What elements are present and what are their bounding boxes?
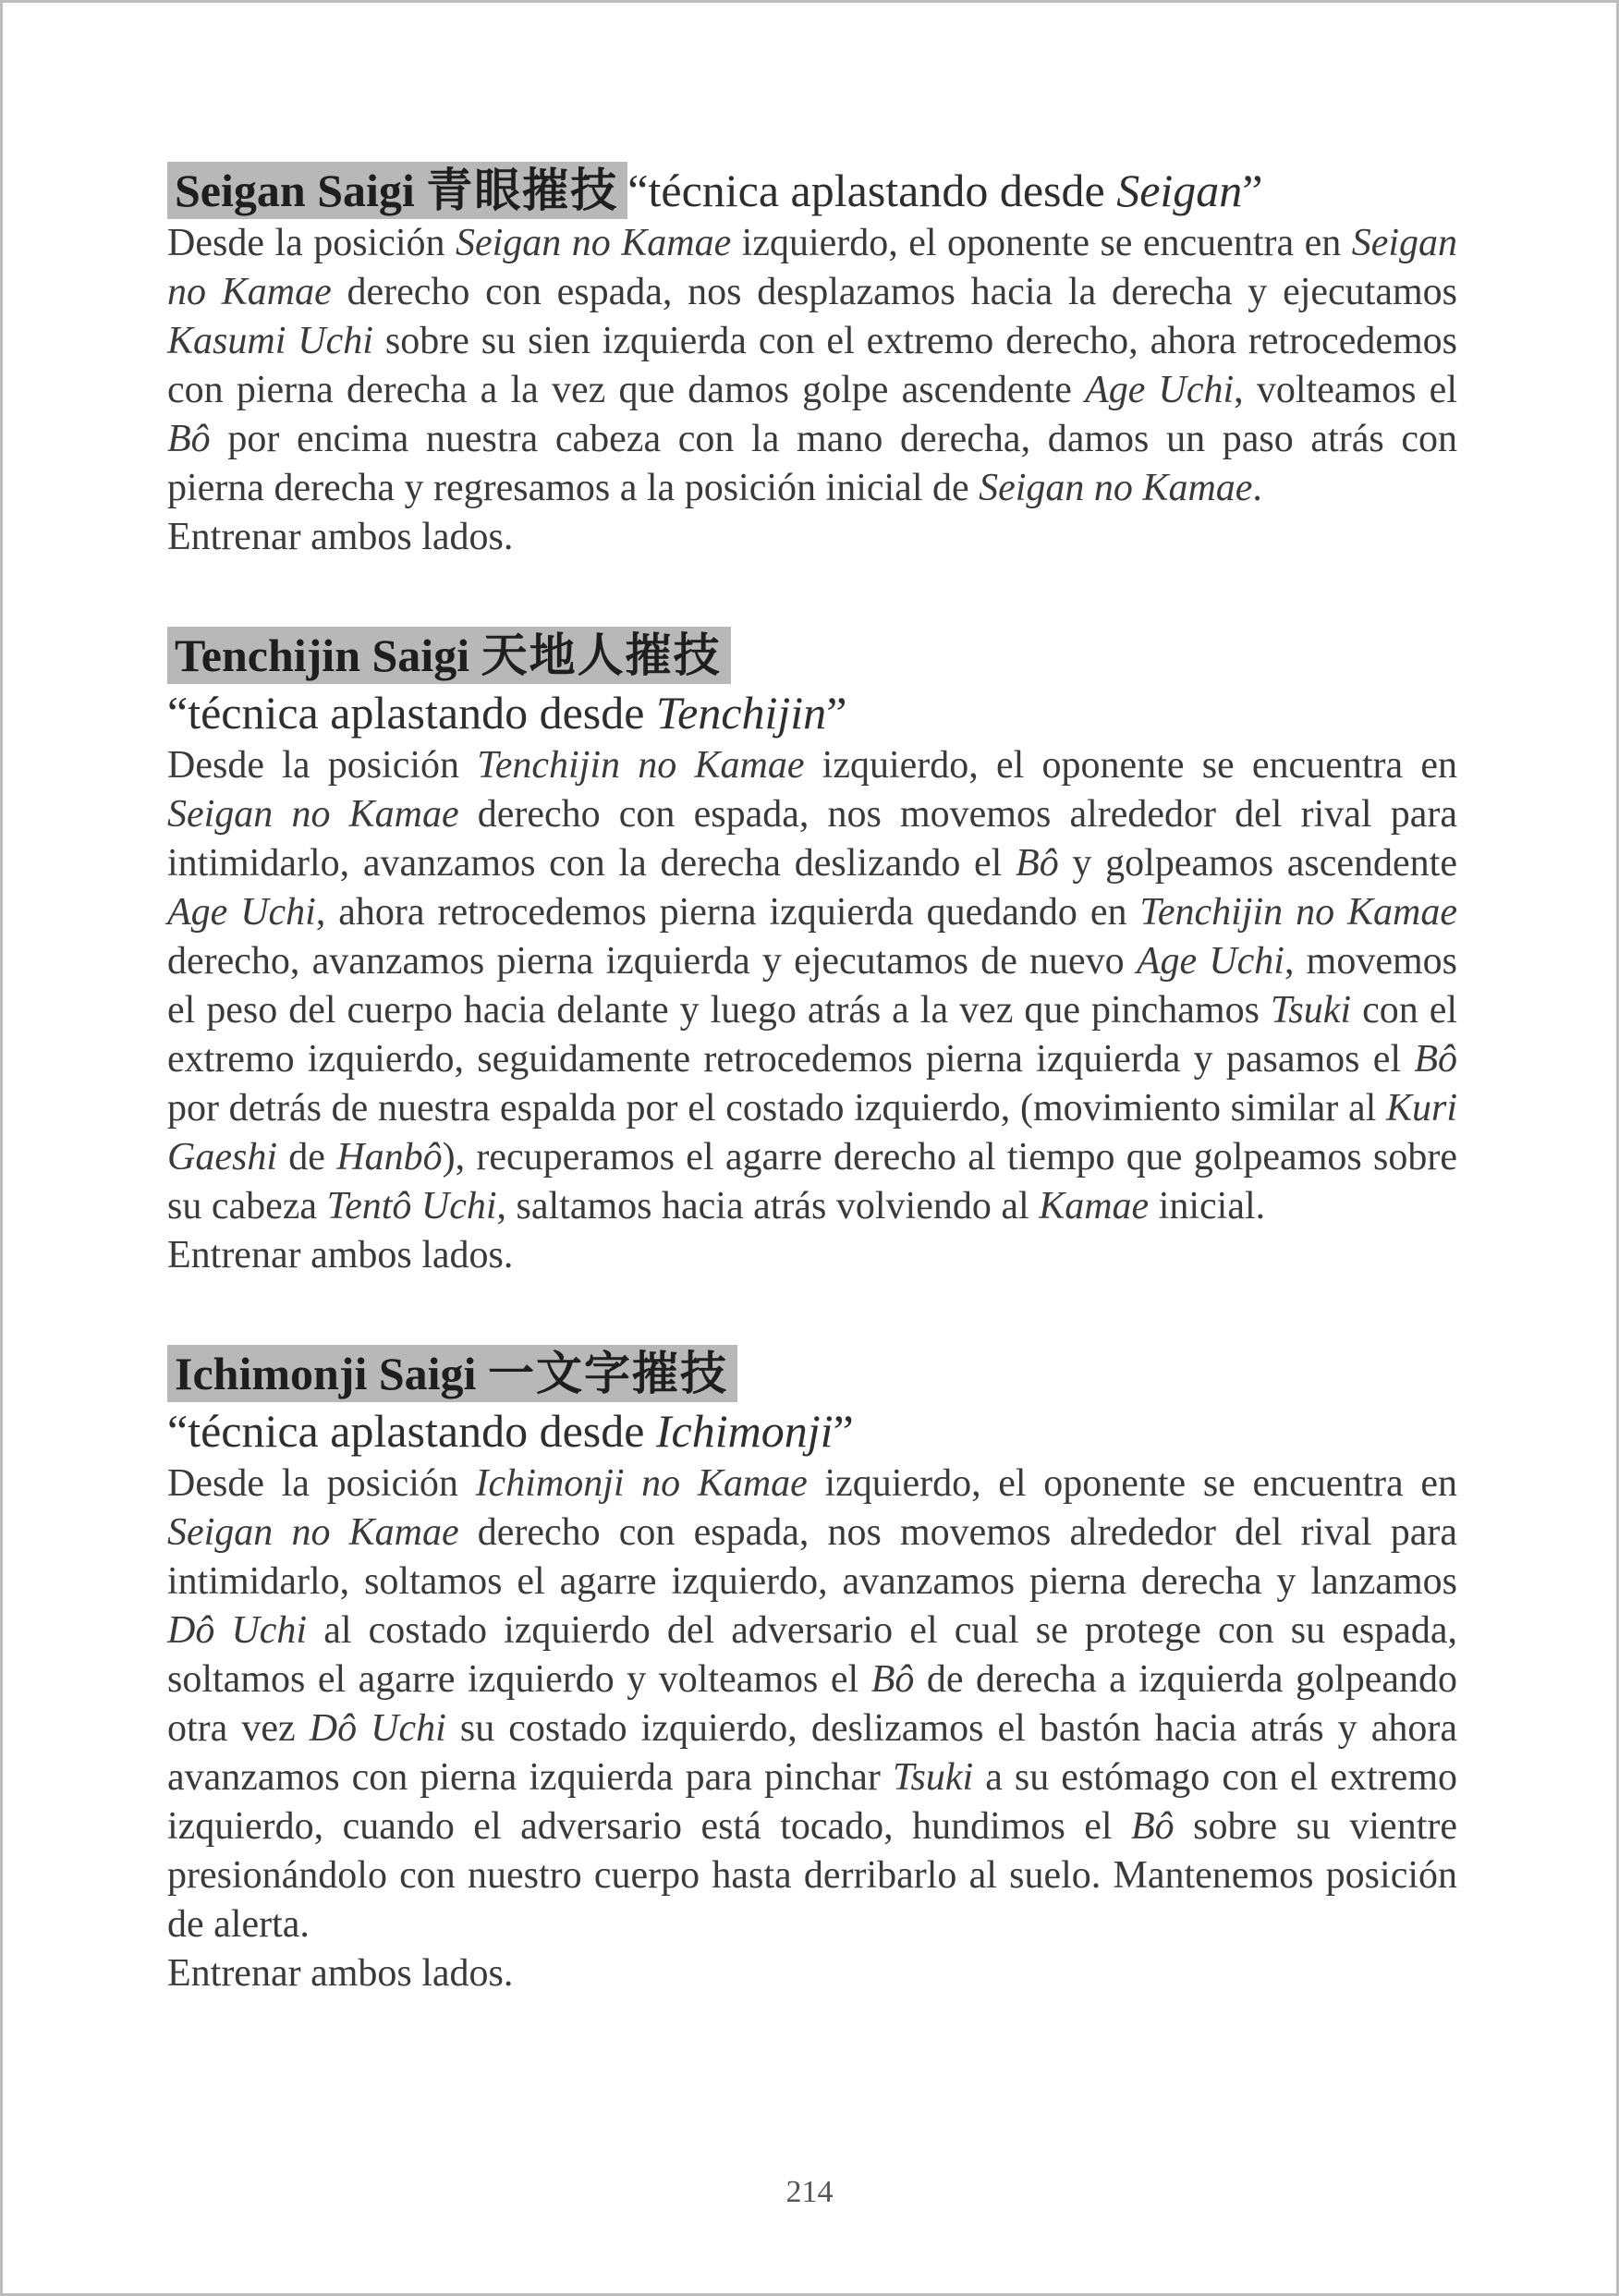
section-heading <box>167 162 1457 219</box>
train-note: Entrenar ambos lados. <box>167 1234 514 1276</box>
italic-term: Tsuki <box>892 1756 974 1799</box>
italic-term: Kasumi Uchi <box>167 320 373 362</box>
italic-term: Seigan no Kamae <box>455 222 732 264</box>
technique-kanji: 一文字摧技 <box>487 1347 728 1400</box>
italic-term: Age Uchi <box>1085 369 1235 411</box>
technique-subtitle <box>167 684 1457 741</box>
technique-description: Desde la posición Ichimonji no Kamae izquierdo, el oponente se encuentra en Seigan no Kamae derecho con espada, nos movemos alrededor del rival para intimidarlo, soltamos el agarre izquierdo, avanzamos pierna derecha y lanzamos Dô Uchi al costado izquierdo del adversario el cual se protege con su espada, soltamos el agarre izquierdo y volteamos el Bô de derecha a izquierda golpeando otra vez Dô Uchi su costado izquierdo, deslizamos el bastón hacia atrás y ahora avanzamos con pierna izquierda para pinchar Tsuki a su estómago con el extremo izquierdo, cuando el adversario está tocado, hundimos el Bô sobre su vientre presionándolo con nuestro cuerpo hasta derribarlo al suelo. Mantenemos posición de alerta. <box>167 1462 1458 1946</box>
subtitle-post: ” <box>826 687 847 739</box>
italic-term: Dô Uchi <box>309 1707 446 1750</box>
technique-section-seigan <box>167 162 1457 562</box>
page-content <box>167 162 1457 2063</box>
italic-term: Kuri Gaeshi <box>167 1087 1457 1179</box>
technique-title <box>167 162 627 219</box>
subtitle-pre: “técnica aplastando desde <box>167 687 656 739</box>
italic-term: Kamae <box>1039 1185 1150 1227</box>
italic-term: Hanbô <box>336 1136 443 1179</box>
subtitle-term: Tenchijin <box>655 687 827 739</box>
italic-term: Tentô Uchi <box>326 1185 497 1227</box>
italic-term: Bô <box>1131 1805 1175 1848</box>
technique-description: Desde la posición Tenchijin no Kamae izquierdo, el oponente se encuentra en Seigan no Kamae derecho con espada, nos movemos alrededor del rival para intimidarlo, avanzamos con la derecha deslizando el Bô y golpeamos ascendente Age Uchi, ahora retrocedemos pierna izquierda quedando en Tenchijin no Kamae derecho, avanzamos pierna izquierda y ejecutamos de nuevo Age Uchi, movemos el peso del cuerpo hacia delante y luego atrás a la vez que pinchamos Tsuki con el extremo izquierdo, seguidamente retrocedemos pierna izquierda y pasamos el Bô por detrás de nuestra espalda por el costado izquierdo, (movimiento similar al Kuri Gaeshi de Hanbô), recuperamos el agarre derecho al tiempo que golpeamos sobre su cabeza Tentô Uchi, saltamos hacia atrás volviendo al Kamae inicial. <box>167 744 1458 1227</box>
train-note: Entrenar ambos lados. <box>167 1952 514 1995</box>
italic-term: Seigan no Kamae <box>167 222 1457 313</box>
subtitle-pre: “técnica aplastando desde <box>167 1405 656 1457</box>
italic-term: Age Uchi <box>1136 940 1284 983</box>
italic-term: Bô <box>1016 842 1059 885</box>
technique-title <box>167 627 731 684</box>
technique-subtitle <box>627 165 1262 216</box>
italic-term: Bô <box>1414 1038 1457 1081</box>
technique-kanji: 天地人摧技 <box>481 629 722 682</box>
italic-term: Seigan no Kamae <box>979 467 1253 509</box>
italic-term: Tsuki <box>1270 989 1352 1032</box>
italic-term: Dô Uchi <box>167 1609 308 1652</box>
train-note: Entrenar ambos lados. <box>167 516 514 558</box>
subtitle-pre: “técnica aplastando desde <box>627 165 1117 216</box>
technique-title-text: Tenchijin Saigi <box>175 629 470 681</box>
page-number: 214 <box>785 2175 834 2209</box>
technique-description: Desde la posición Seigan no Kamae izquierdo, el oponente se encuentra en Seigan no Kamae derecho con espada, nos desplazamos hacia la derecha y ejecutamos Kasumi Uchi sobre su sien izquierda con el extremo derecho, ahora retrocedemos con pierna derecha a la vez que damos golpe ascendente Age Uchi, volteamos el Bô por encima nuestra cabeza con la mano derecha, damos un paso atrás con pierna derecha y regresamos a la posición inicial de Seigan no Kamae. <box>167 222 1457 509</box>
technique-kanji: 青眼摧技 <box>426 164 619 217</box>
section-heading <box>167 1345 1457 1402</box>
italic-term: Bô <box>167 418 211 460</box>
technique-subtitle <box>167 1402 1457 1459</box>
subtitle-post: ” <box>1242 165 1263 216</box>
italic-term: Age Uchi <box>167 891 316 934</box>
subtitle-term: Seigan <box>1116 165 1243 216</box>
italic-term: Tenchijin no Kamae <box>1139 891 1457 934</box>
italic-term: Bô <box>870 1658 915 1701</box>
technique-title-text: Ichimonji Saigi <box>175 1348 477 1399</box>
subtitle-post: ” <box>833 1405 854 1457</box>
italic-term: Tenchijin no Kamae <box>477 744 805 787</box>
italic-term: Seigan no Kamae <box>167 793 459 836</box>
technique-title-text: Seigan Saigi <box>175 165 415 216</box>
italic-term: Seigan no Kamae <box>167 1511 459 1554</box>
technique-section-tenchijin <box>167 627 1457 1280</box>
technique-title <box>167 1345 737 1402</box>
technique-section-ichimonji <box>167 1345 1457 1998</box>
subtitle-term: Ichimonji <box>655 1405 834 1457</box>
italic-term: Ichimonji no Kamae <box>475 1462 808 1505</box>
section-heading <box>167 627 1457 684</box>
